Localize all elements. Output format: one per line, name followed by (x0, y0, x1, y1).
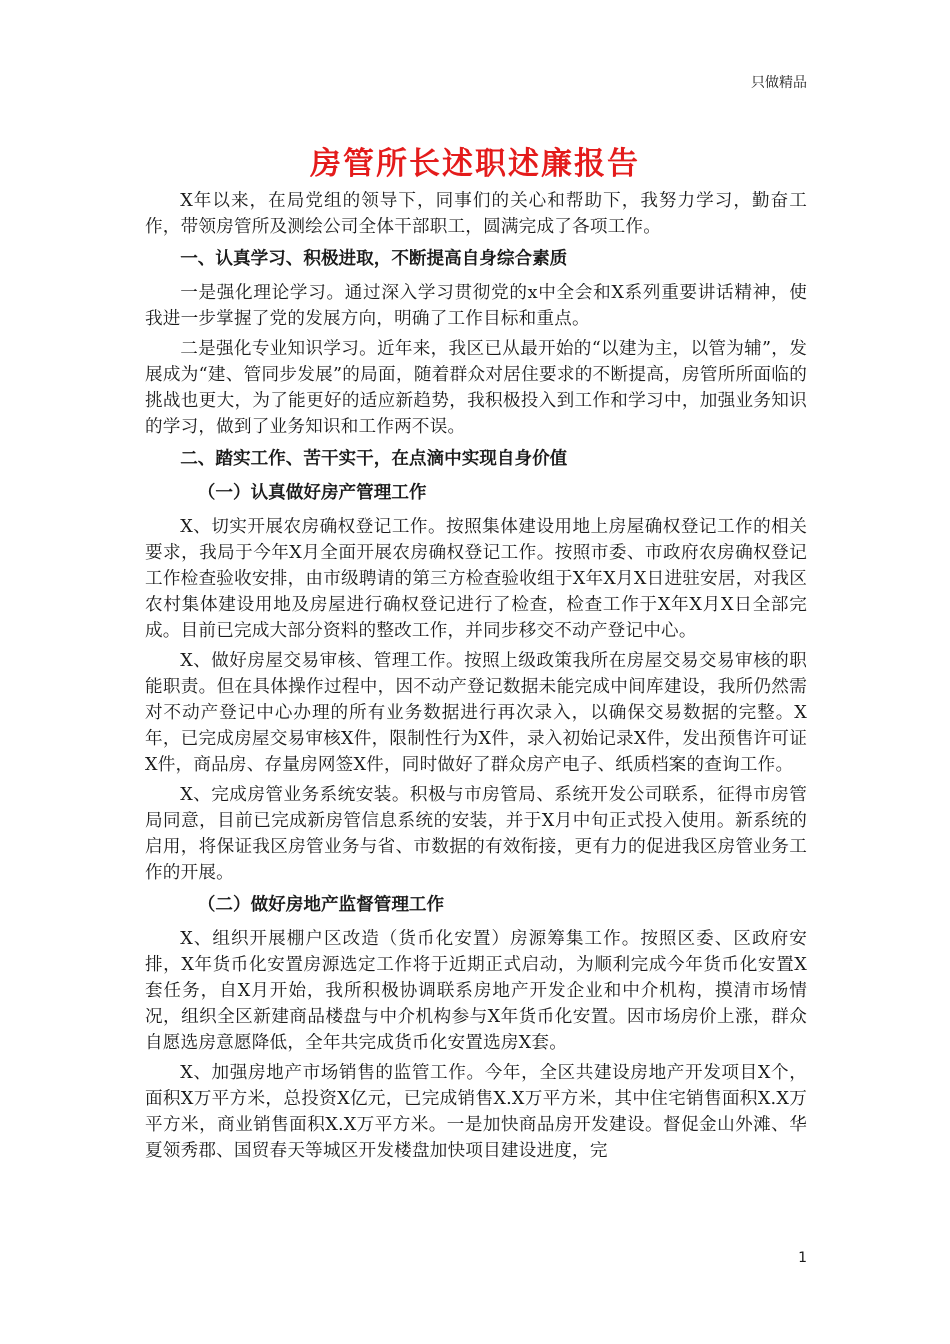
paragraph: X年以来，在局党组的领导下，同事们的关心和帮助下，我努力学习，勤奋工作，带领房管所及测绘公司全体干部职工，圆满完成了各项工作。 (145, 191, 807, 237)
paragraph: X、切实开展农房确权登记工作。按照集体建设用地上房屋确权登记工作的相关要求，我局于今年X月全面开展农房确权登记工作。按照市委、市政府农房确权登记工作检查验收安排，由市级聘请的第三方检查验收组于X年X月X日进驻安居，对我区农村集体建设用地及房屋进行确权登记进行了检查，检查工作于X年X月X日全部完成。目前已完成大部分资料的整改工作，并同步移交不动产登记中心。 (145, 517, 807, 641)
subsection-heading: （一）认真做好房产管理工作 (197, 483, 427, 503)
section-heading: 一、认真学习、积极进取，不断提高自身综合素质 (180, 249, 568, 269)
section-heading: 二、踏实工作、苦干实干，在点滴中实现自身价值 (180, 449, 568, 469)
paragraph: X、完成房管业务系统安装。积极与市房管局、系统开发公司联系，征得市房管局同意，目前已完成新房管信息系统的安装，并于X月中旬正式投入使用。新系统的启用，将保证我区房管业务与省、市数据的有效衔接，更有力的促进我区房管业务工作的开展。 (145, 785, 807, 883)
paragraph: X、做好房屋交易审核、管理工作。按照上级政策我所在房屋交易交易审核的职能职责。但在具体操作过程中，因不动产登记数据未能完成中间库建设，我所仍然需对不动产登记中心办理的所有业务数据进行再次录入，以确保交易数据的完整。X年，已完成房屋交易审核X件，限制性行为X件，录入初始记录X件，发出预售许可证X件，商品房、存量房网签X件，同时做好了群众房产电子、纸质档案的查询工作。 (145, 651, 807, 775)
paragraph: 一是强化理论学习。通过深入学习贯彻党的x中全会和X系列重要讲话精神，使我进一步掌握了党的发展方向，明确了工作目标和重点。 (145, 283, 807, 329)
page-number: 1 (798, 1250, 807, 1266)
paragraph: X、组织开展棚户区改造（货币化安置）房源筹集工作。按照区委、区政府安排，X年货币化安置房源选定工作将于近期正式启动，为顺利完成今年货币化安置X套任务，自X月开始，我所积极协调联系房地产开发企业和中介机构，摸清市场情况，组织全区新建商品楼盘与中介机构参与X年货币化安置。因市场房价上涨，群众自愿选房意愿降低，全年共完成货币化安置选房X套。 (145, 929, 807, 1053)
header-note: 只做精品 (751, 75, 807, 91)
page-title: 房管所长述职述廉报告 (310, 146, 640, 182)
paragraph: 二是强化专业知识学习。近年来，我区已从最开始的“以建为主，以管为辅”，发展成为“建、管同步发展”的局面，随着群众对居住要求的不断提高，房管所所面临的挑战也更大，为了能更好的适应新趋势，我积极投入到工作和学习中，加强业务知识的学习，做到了业务知识和工作两不误。 (145, 339, 807, 437)
subsection-heading: （二）做好房地产监督管理工作 (197, 895, 445, 915)
paragraph: X、加强房地产市场销售的监管工作。今年，全区共建设房地产开发项目X个，面积X万平方米，总投资X亿元，已完成销售X.X万平方米，其中住宅销售面积X.X万平方米，商业销售面积X.X万平方米。一是加快商品房开发建设。督促金山外滩、华夏领秀郡、国贸春天等城区开发楼盘加快项目建设进度，完 (145, 1063, 807, 1161)
document-body (145, 188, 807, 1168)
